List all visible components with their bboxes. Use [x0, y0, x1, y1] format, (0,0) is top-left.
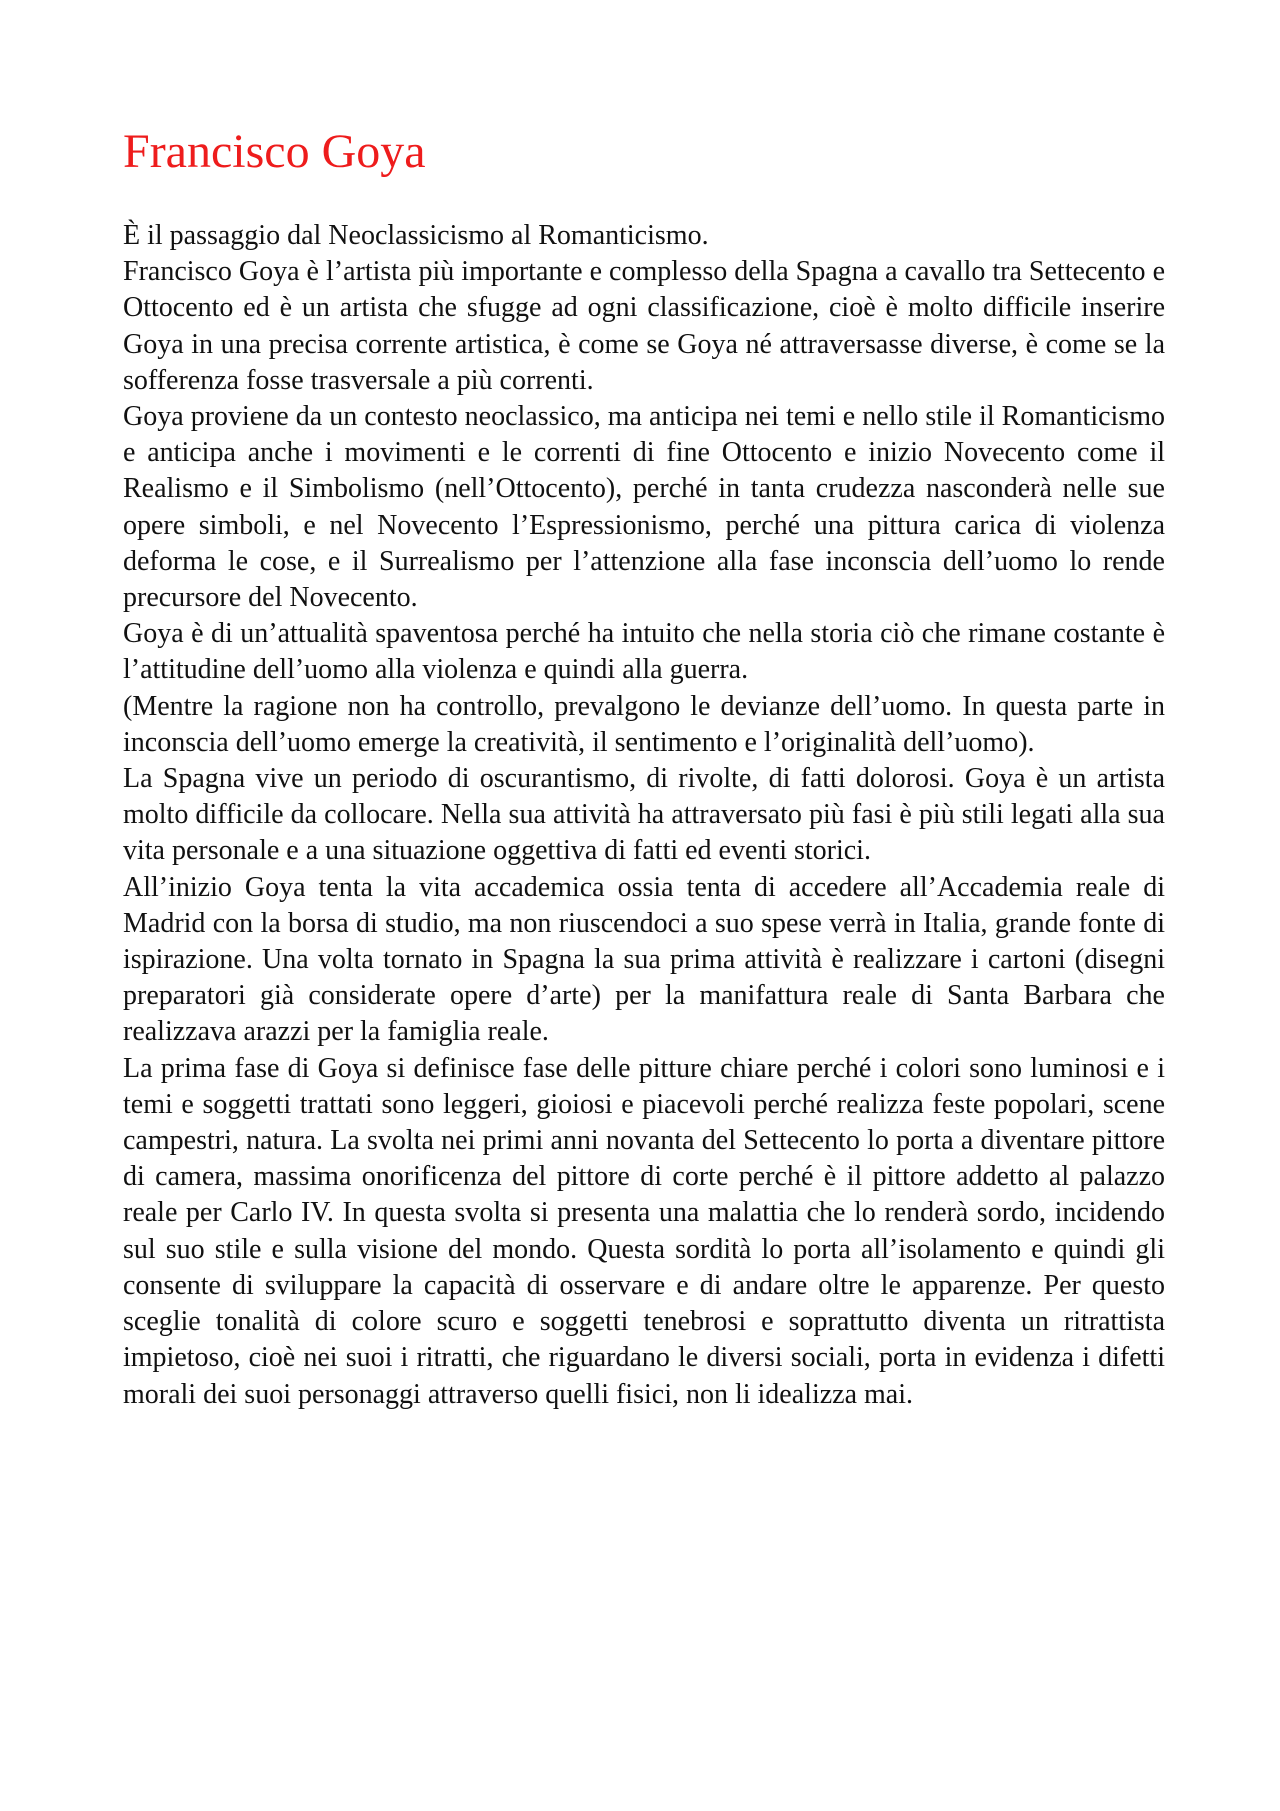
paragraph-academy: All’inizio Goya tenta la vita accademica ossia tenta di accedere all’Accademia reale di Madrid con la borsa di studio, ma non riuscendoci a suo spese verrà in Italia, grande fonte di ispirazione. Una volta tornato in Spagna la sua prima attività è realizzare i cartoni (disegni preparatori già considerate opere d’arte) per la manifattura reale di Santa Barbara che realizzava arazzi per la famiglia reale.	[123, 871, 1165, 1048]
paragraph-spain-context: La Spagna vive un periodo di oscurantismo, di rivolte, di fatti dolorosi. Goya è un artista molto difficile da collocare. Nella sua attività ha attraversato più fasi è più stili legati alla sua vita personale e a una situazione oggettiva di fatti ed eventi storici.	[123, 763, 1165, 867]
paragraph-first-phase: La prima fase di Goya si definisce fase delle pitture chiare perché i colori sono luminosi e i temi e soggetti trattati sono leggeri, gioiosi e piacevoli perché realizza feste popolari, scene campestri, natura. La svolta nei primi anni novanta del Settecento lo porta a diventare pittore di camera, massima onorificenza del pittore di corte perché è il pittore addetto al palazzo reale per Carlo IV. In questa svolta si presenta una malattia che lo renderà sordo, incidendo sul suo stile e sulla visione del mondo. Questa sordità lo porta all’isolamento e quindi gli consente di sviluppare la capacità di osservare e di andare oltre le apparenze. Per questo sceglie tonalità di colore scuro e soggetti tenebrosi e soprattutto diventa un ritrattista impietoso, cioè nei suoi i ritratti, che riguardano le diversi sociali, porta in evidenza i difetti morali dei suoi personaggi attraverso quelli fisici, non li idealizza mai.	[123, 1052, 1165, 1410]
paragraph-intro: È il passaggio dal Neoclassicismo al Romanticismo.	[123, 220, 709, 251]
paragraph-influences: Goya proviene da un contesto neoclassico, ma anticipa nei temi e nello stile il Romanticismo e anticipa anche i movimenti e le correnti di fine Ottocento e inizio Novecento come il Realismo e il Simbolismo (nell’Ottocento), perché in tanta crudezza nasconderà nelle sue opere simboli, e nel Novecento l’Espressionismo, perché una pittura carica di violenza deforma le cose, e il Surrealismo per l’attenzione alla fase inconscia dell’uomo lo rende precursore del Novecento.	[123, 401, 1165, 614]
paragraph-artist-overview: Francisco Goya è l’artista più importante e complesso della Spagna a cavallo tra Settecento e Ottocento ed è un artista che sfugge ad ogni classificazione, cioè è molto difficile inserire Goya in una precisa corrente artistica, è come se Goya né attraversasse diverse, è come se la sofferenza fosse trasversale a più correnti.	[123, 256, 1165, 396]
document-body	[123, 218, 1165, 1413]
document-title: Francisco Goya	[123, 125, 426, 178]
paragraph-relevance: Goya è di un’attualità spaventosa perché ha intuito che nella storia ciò che rimane costante è l’attitudine dell’uomo alla violenza e quindi alla guerra.	[123, 618, 1165, 686]
paragraph-reason-note: (Mentre la ragione non ha controllo, prevalgono le devianze dell’uomo. In questa parte in inconscia dell’uomo emerge la creatività, il sentimento e l’originalità dell’uomo).	[123, 690, 1165, 758]
